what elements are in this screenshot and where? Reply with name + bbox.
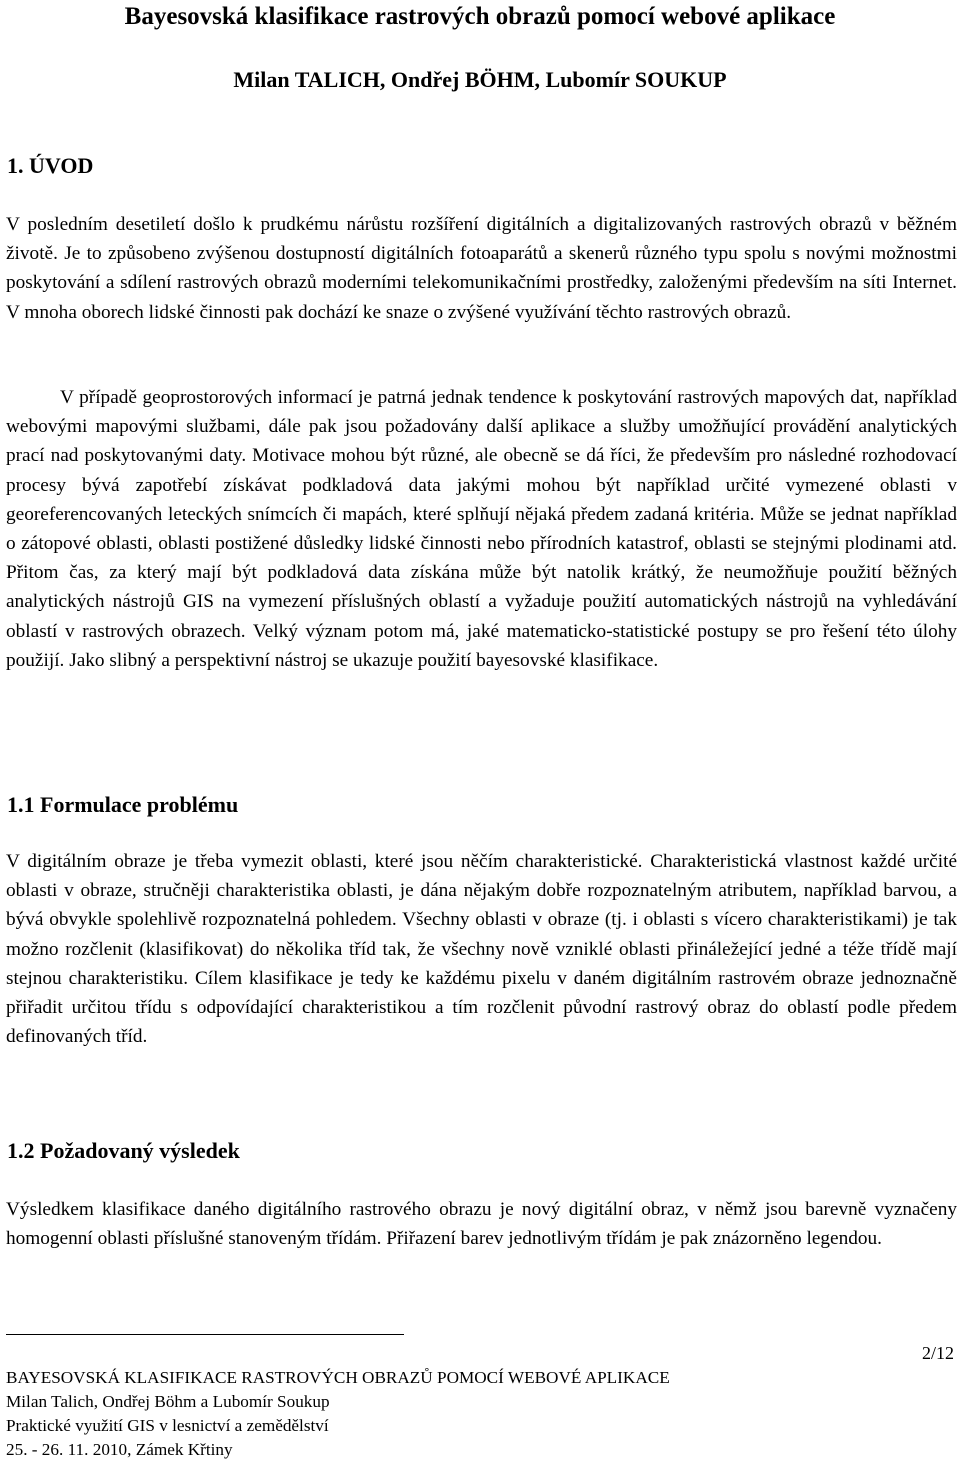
footer-authors: Milan Talich, Ondřej Böhm a Lubomír Soukup — [6, 1392, 330, 1411]
intro-paragraph-2 — [6, 383, 957, 675]
footer-conference: Praktické využití GIS v lesnictví a zemědělství — [6, 1416, 329, 1435]
document-authors: Milan TALICH, Ondřej BÖHM, Lubomír SOUKUP — [233, 67, 727, 92]
intro-paragraph-2-text: V případě geoprostorových informací je patrná jednak tendence k poskytování rastrových mapových dat, například webovými mapovými službami, dále pak jsou požadovány další aplikace a služby umožňující provádění analytických prací nad poskytovanými daty. Motivace mohou být různé, ale obecně se dá říci, že především pro následné rozhodovací procesy bývá zapotřebí získávat podkladová data jakými mohou být například určité vymezené oblasti v georeferencovaných leteckých snímcích či mapách, které splňují nějaká předem zadaná kritéria. Může se jednat například o zátopové oblasti, oblasti postižené důsledky lidské činnosti nebo přírodních katastrof, oblasti se stejnými plodinami atd. Přitom čas, za který mají být podkladová data získána může být natolik krátký, že neumožňuje použití běžných analytických nástrojů GIS na vymezení příslušných oblastí a vyžaduje použití automatických nástrojů na vyhledávání oblastí v rastrových obrazech. Velký význam potom má, jaké matematicko-statistické postupy se pro řešení této úlohy použijí. Jako slibný a perspektivní nástroj se ukazuje použití bayesovské klasifikace. — [6, 387, 957, 671]
footer — [6, 1366, 906, 1462]
footer-title: BAYESOVSKÁ KLASIFIKACE RASTROVÝCH OBRAZŮ POMOCÍ WEBOVÉ APLIKACE — [6, 1368, 670, 1387]
footer-rule — [6, 1334, 404, 1335]
section-1-1-paragraph: V digitálním obraze je třeba vymezit oblasti, které jsou něčím charakteristické. Charakteristická vlastnost každé určité oblasti v obraze, stručněji charakteristika oblasti, je dána nějakým dobře rozpoznatelným atributem, například barvou, a bývá obvykle spolehlivě rozpoznatelná pohledem. Všechny oblasti v obraze (tj. i oblasti s vícero charakteristikami) je tak možno rozčlenit (klasifikovat) do několika tříd tak, že všechny nově vzniklé oblasti přináležející jedné a téže třídě mají stejnou charakteristiku. Cílem klasifikace je tedy ke každému pixelu v daném digitálním rastrovém obraze jednoznačně přiřadit určitou třídu s odpovídající charakteristikou a tím rozčlenit původní rastrový obraz do oblastí podle předem definovaných tříd. — [6, 851, 957, 1048]
section-1-2-paragraph: Výsledkem klasifikace daného digitálního rastrového obrazu je nový digitální obraz, v němž jsou barevně vyznačeny homogenní oblasti příslušné stanoveným třídám. Přiřazení barev jednotlivým třídám je pak znázorněno legendou. — [6, 1199, 957, 1250]
section-heading-intro: 1. ÚVOD — [7, 153, 94, 178]
intro-paragraph-1: V posledním desetiletí došlo k prudkému nárůstu rozšíření digitálních a digitalizovaných rastrových obrazů v běžném životě. Je to způsobeno zvýšenou dostupností digitálních fotoaparátů a skenerů různého typu spolu s novými možnostmi poskytování a sdílení rastrových obrazů moderními telekomunikačními prostředky, založenými především na síti Internet. V mnoha oborech lidské činnosti pak dochází ke snaze o zvýšené využívání těchto rastrových obrazů. — [6, 214, 957, 323]
page-number: 2/12 — [921, 1343, 954, 1363]
section-heading-1-2: 1.2 Požadovaný výsledek — [7, 1138, 240, 1163]
section-heading-1-1: 1.1 Formulace problému — [7, 792, 239, 817]
footer-date-venue: 25. - 26. 11. 2010, Zámek Křtiny — [6, 1440, 233, 1459]
document-title: Bayesovská klasifikace rastrových obrazů pomocí webové aplikace — [124, 3, 836, 30]
